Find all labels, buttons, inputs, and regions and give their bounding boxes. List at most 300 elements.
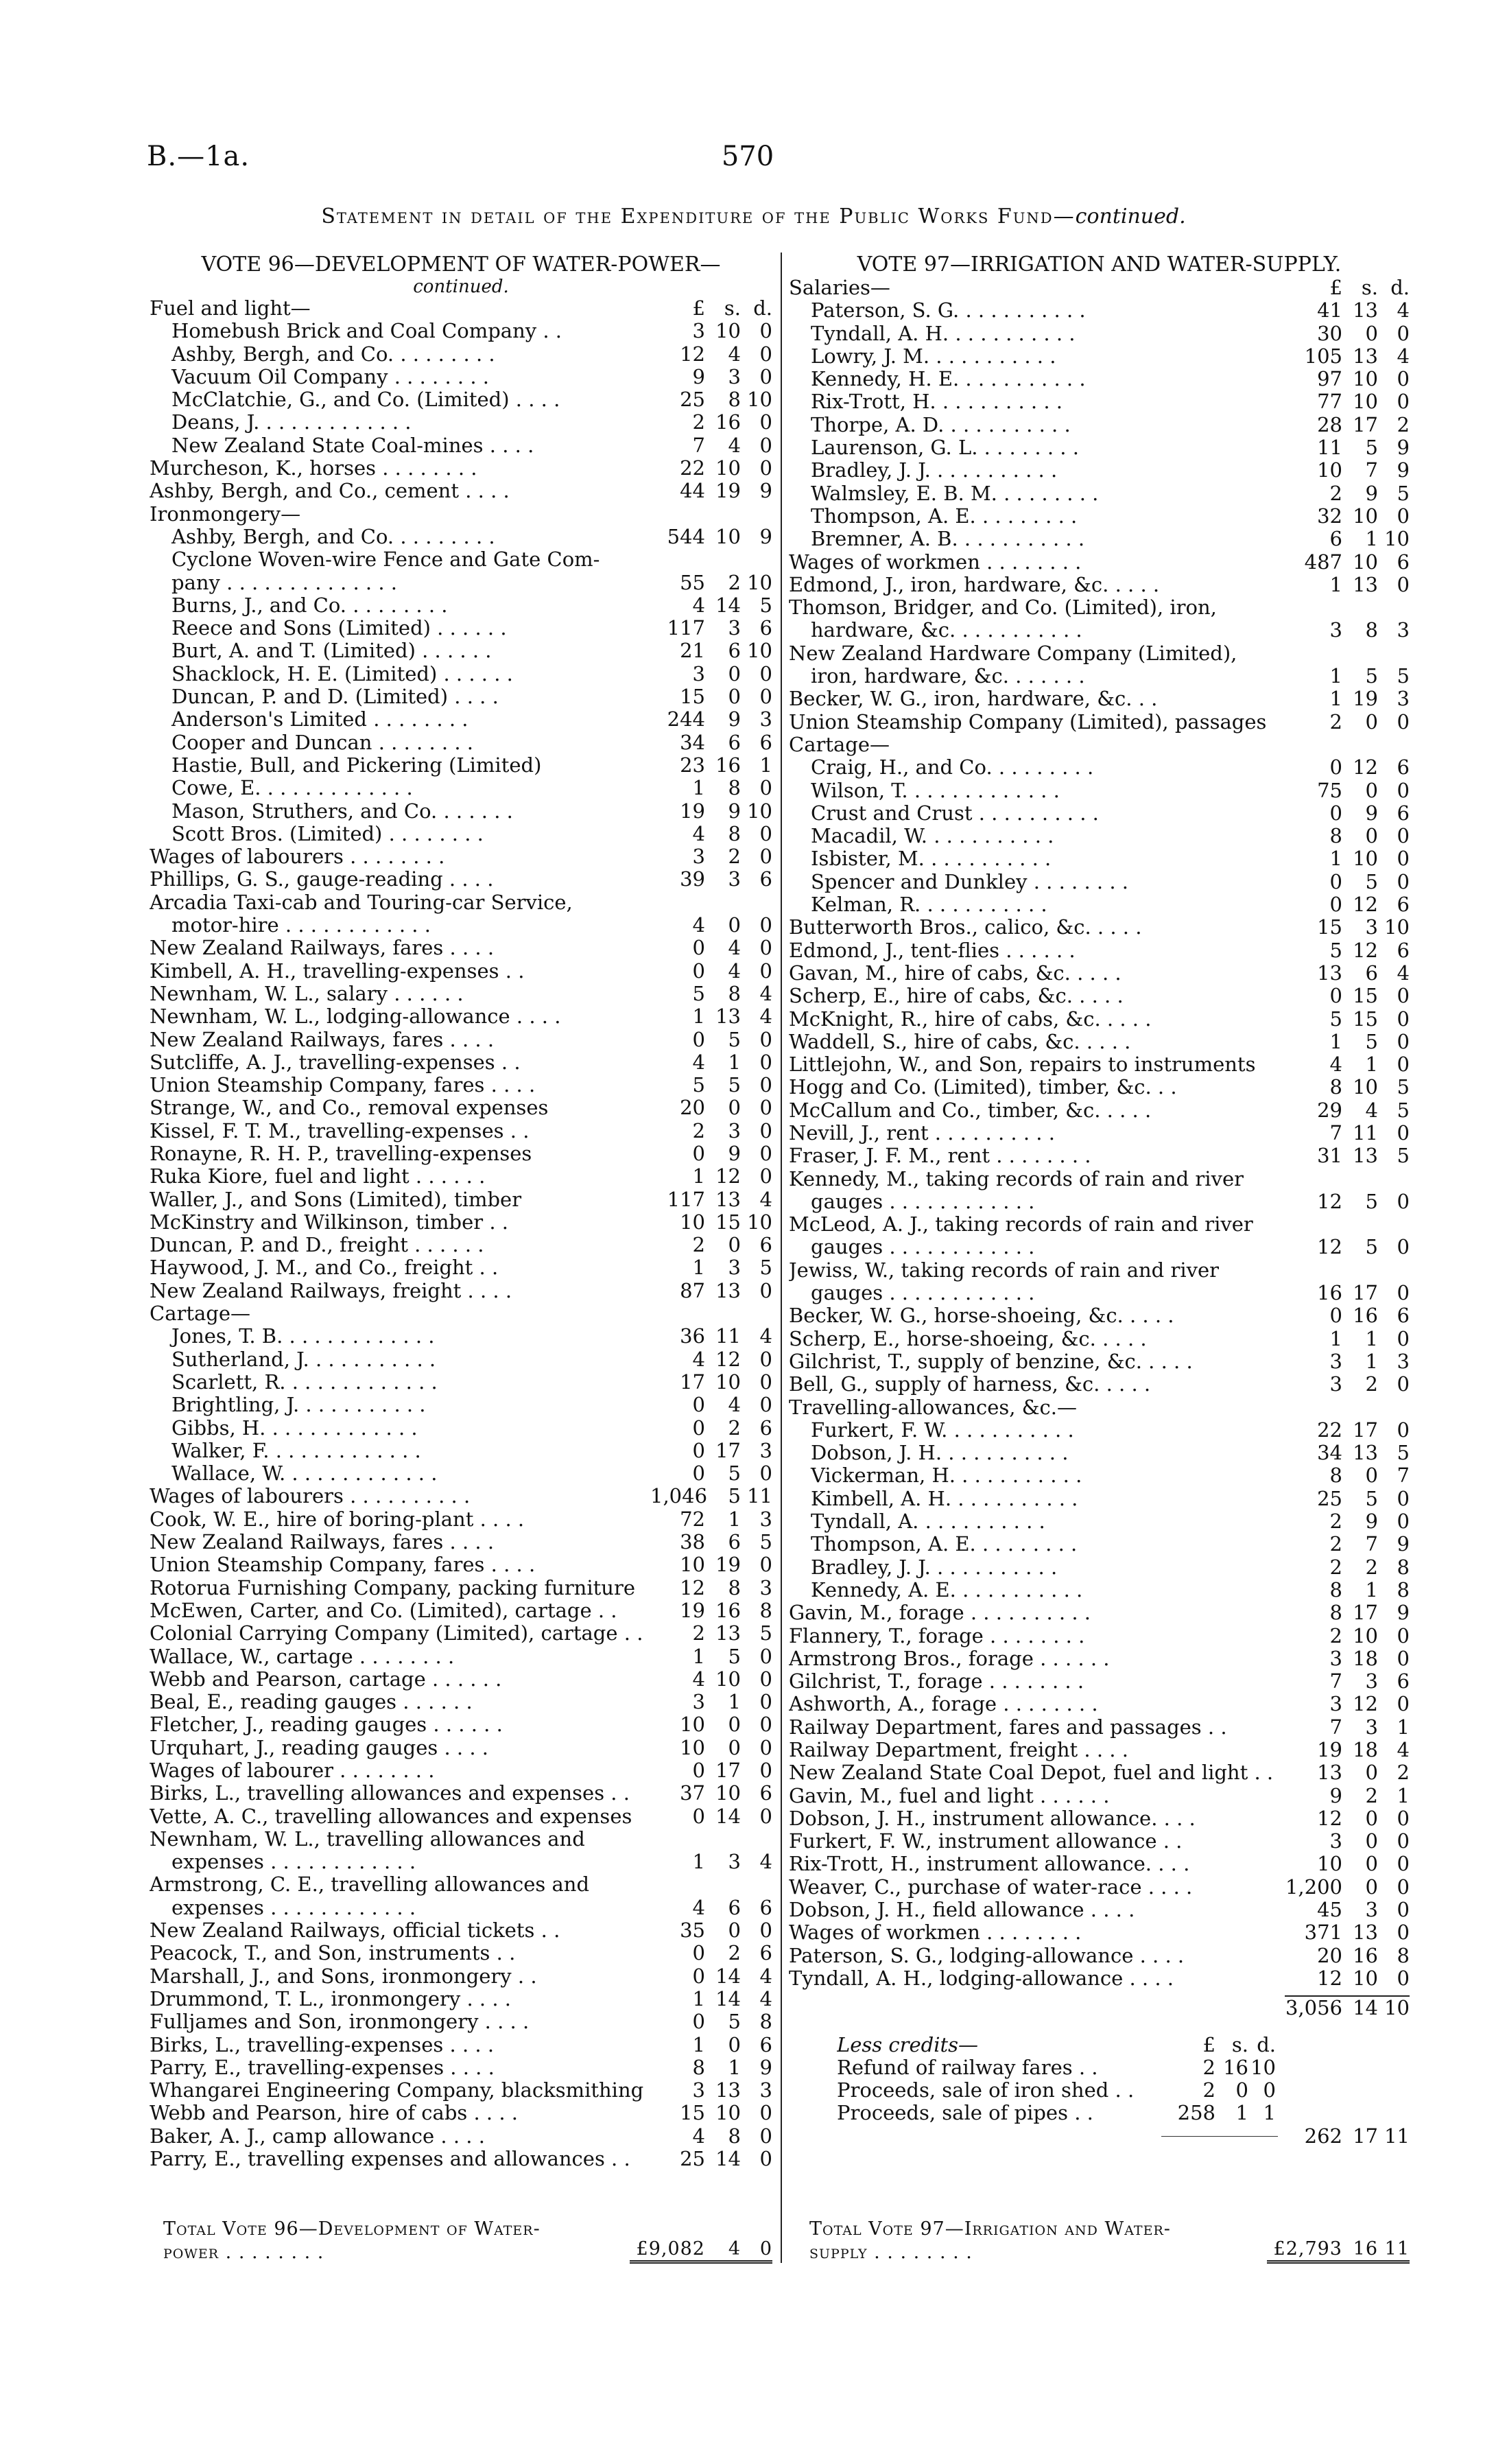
- ledger-amount: 12 5 0: [1317, 1190, 1410, 1213]
- ledger-label: Wages of labourers . . . . . . . .: [150, 845, 445, 869]
- ledger-row: [789, 1168, 1410, 1190]
- ledger-label: motor-hire . . . . . . . . . . . .: [171, 914, 431, 937]
- ledger-row: [150, 891, 772, 914]
- ledger-label: Gavan, M., hire of cabs, &c. . . . .: [789, 961, 1122, 985]
- ledger-row: [150, 1485, 772, 1507]
- ledger-amount: 9 3 0: [692, 365, 772, 388]
- page-number: 570: [721, 141, 774, 172]
- vote-97-total: [789, 2218, 1410, 2264]
- ledger-row: [150, 1371, 772, 1394]
- ledger-row: [150, 1988, 772, 2010]
- ledger-amount: 20 16 8: [1317, 1944, 1410, 1967]
- ledger-label: Union Steamship Company, fares . . . .: [150, 1074, 536, 1097]
- ledger-amount: 7 4 0: [692, 434, 772, 457]
- ledger-label: Union Steamship Company, fares . . . .: [150, 1553, 536, 1577]
- ledger-label: Armstrong, C. E., travelling allowances and: [150, 1873, 590, 1897]
- ledger-label: Waddell, S., hire of cabs, &c. . . . .: [789, 1030, 1131, 1053]
- ledger-label: gauges . . . . . . . . . . . .: [811, 1190, 1035, 1213]
- ledger-label: Walmsley, E. B. M. . . . . . . . .: [811, 482, 1099, 505]
- credit-row: [837, 2079, 1276, 2102]
- ledger-row: [789, 574, 1410, 596]
- ledger-amount: 97 10 0: [1317, 368, 1410, 391]
- ledger-row: [789, 1785, 1410, 1807]
- ledger-row: [789, 1304, 1410, 1327]
- ledger-label: Wilson, T. . . . . . . . . . . . .: [811, 779, 1060, 802]
- ledger-label: Fraser, J. F. M., rent . . . . . . . .: [789, 1145, 1091, 1168]
- ledger-amount: 1 5 0: [1329, 1030, 1410, 1053]
- ledger-amount: 15 10 0: [680, 2102, 772, 2125]
- ledger-label: Peacock, T., and Son, instruments . .: [150, 1942, 516, 1965]
- ledger-label: McClatchie, G., and Co. (Limited) . . . .: [171, 388, 560, 412]
- ledger-label: New Zealand Railways, fares . . . .: [150, 937, 495, 960]
- ledger-amount: 5 8 4: [692, 982, 772, 1005]
- ledger-label: Jewiss, W., taking records of rain and river: [789, 1258, 1220, 1282]
- ledger-row: [789, 277, 1410, 299]
- ledger-label: Beal, E., reading gauges . . . . . .: [150, 1691, 473, 1714]
- ledger-label: Cook, W. E., hire of boring-plant . . . .: [150, 1507, 525, 1531]
- ledger-row: [789, 1761, 1410, 1784]
- ledger-row: [150, 343, 772, 366]
- ledger-amount: 0 2 6: [692, 1942, 772, 1965]
- ledger-row: [789, 1647, 1410, 1670]
- ledger-row: [150, 1256, 772, 1279]
- ledger-row: [150, 640, 772, 662]
- ledger-label: Laurenson, G. L. . . . . . . . .: [811, 436, 1079, 460]
- ledger-label: Webb and Pearson, cartage . . . . . .: [150, 1667, 502, 1691]
- ledger-row: [150, 1828, 772, 1851]
- ledger-amount: 2 7 9: [1329, 1533, 1410, 1556]
- vote-96-total: [150, 2218, 772, 2264]
- ledger-label: Wages of labourer . . . . . . . .: [150, 1759, 435, 1782]
- ledger-amount: 23 16 1: [680, 753, 772, 777]
- ledger-amount: 0 9 0: [692, 1142, 772, 1165]
- ledger-label: New Zealand Hardware Company (Limited),: [789, 642, 1237, 665]
- ledger-amount: £ s. d.: [692, 297, 772, 320]
- ledger-label: Kennedy, H. E. . . . . . . . . . .: [811, 368, 1086, 391]
- credit-amount: 2 16 10: [1202, 2056, 1276, 2079]
- ledger-label: Macadil, W. . . . . . . . . . .: [811, 825, 1054, 848]
- ledger-row: [789, 847, 1410, 870]
- ledger-row: [150, 800, 772, 823]
- ledger-amount: 4 12 0: [692, 1348, 772, 1371]
- ledger-amount: 10 0 0: [680, 1736, 772, 1759]
- ledger-row: [150, 548, 772, 571]
- ledger-amount: 1 3 4: [692, 1851, 772, 1874]
- ledger-row: [150, 708, 772, 731]
- ledger-label: Railway Department, fares and passages . .: [789, 1715, 1227, 1739]
- ledger-row: [150, 2125, 772, 2148]
- ledger-label: New Zealand Railways, official tickets . .: [150, 1919, 560, 1943]
- ledger-amount: 10 15 10: [680, 1210, 772, 1234]
- vote-96-total-label: Total Vote 96—Development of Water-: [163, 2218, 541, 2240]
- ledger-amount: 1 8 0: [692, 777, 772, 800]
- ledger-label: Wallace, W., cartage . . . . . . . .: [150, 1645, 455, 1668]
- ledger-label: New Zealand State Coal Depot, fuel and light . .: [789, 1761, 1274, 1785]
- ledger-amount: 1 5 0: [692, 1645, 772, 1668]
- ledger-row: [789, 1464, 1410, 1487]
- ledger-amount: 1 0 6: [692, 2033, 772, 2056]
- ledger-row: [789, 505, 1410, 528]
- ledger-amount: 0 12 6: [1329, 756, 1410, 779]
- ledger-row: [789, 1967, 1410, 1990]
- ledger-label: McCallum and Co., timber, &c. . . . .: [789, 1099, 1152, 1122]
- ledger-amount: 15 0 0: [680, 685, 772, 709]
- ledger-label: Thompson, A. E. . . . . . . . .: [811, 1533, 1078, 1556]
- ledger-label: Butterworth Bros., calico, &c. . . . .: [789, 916, 1142, 939]
- ledger-amount: 2 10 0: [1329, 1624, 1410, 1647]
- ledger-label: Gavin, M., forage . . . . . . . . . .: [789, 1601, 1091, 1625]
- ledger-label: Crust and Crust . . . . . . . . . .: [811, 801, 1099, 825]
- ledger-row: [789, 459, 1410, 482]
- ledger-label: McLeod, A. J., taking records of rain and river: [789, 1213, 1253, 1236]
- ledger-label: Birks, L., travelling-expenses . . . .: [150, 2033, 495, 2056]
- credit-amount: 2 0 0: [1202, 2079, 1276, 2102]
- ledger-label: Furkert, F. W. . . . . . . . . . .: [811, 1418, 1074, 1442]
- ledger-amount: 544 10 9: [667, 525, 772, 548]
- ledger-row: [150, 1851, 772, 1873]
- ledger-label: Gibbs, H. . . . . . . . . . . . .: [171, 1416, 418, 1440]
- ledger-row: [150, 1531, 772, 1553]
- ledger-row: [150, 1668, 772, 1691]
- ledger-label: Paterson, S. G. . . . . . . . . . .: [811, 299, 1086, 322]
- ledger-amount: 0 2 6: [692, 1416, 772, 1440]
- ledger-label: Murcheson, K., horses . . . . . . . .: [150, 457, 477, 480]
- ledger-label: Kimbell, A. H., travelling-expenses . .: [150, 959, 525, 983]
- ledger-amount: 3 0 0: [1329, 1830, 1410, 1853]
- ledger-amount: 244 9 3: [667, 708, 772, 731]
- ledger-label: Thomson, Bridger, and Co. (Limited), iron,: [789, 596, 1217, 620]
- ledger-row: [789, 1350, 1410, 1373]
- ledger-label: Newnham, W. L., lodging-allowance . . . .: [150, 1005, 561, 1029]
- ledger-label: Ashby, Bergh, and Co. . . . . . . . .: [171, 525, 495, 548]
- page-title: Statement in detail of the Expenditure of the Public Works Fund—continued.: [321, 204, 1186, 228]
- ledger-label: Bremner, A. B. . . . . . . . . . .: [811, 528, 1085, 551]
- ledger-row: [150, 937, 772, 959]
- ledger-label: Flannery, T., forage . . . . . . . .: [789, 1624, 1085, 1647]
- ledger-row: [789, 1213, 1410, 1236]
- ledger-row: [789, 345, 1410, 368]
- ledger-row: [789, 1510, 1410, 1533]
- ledger-amount: 4 0 0: [692, 914, 772, 937]
- ledger-label: Dobson, J. H., instrument allowance. . . .: [789, 1807, 1196, 1830]
- ledger-amount: 35 0 0: [680, 1919, 772, 1943]
- credit-amount: 258 1 1: [1177, 2102, 1276, 2125]
- ledger-label: Becker, W. G., horse-shoeing, &c. . . . .: [789, 1304, 1174, 1328]
- ledger-row: [789, 1282, 1410, 1304]
- ledger-label: Tyndall, A. H. . . . . . . . . . .: [811, 322, 1076, 345]
- ledger-label: Nevill, J., rent . . . . . . . . . .: [789, 1121, 1055, 1145]
- ledger-amount: 8 10 5: [1329, 1076, 1410, 1099]
- ledger-row: [150, 2102, 772, 2124]
- ledger-amount: 10 7 9: [1317, 459, 1410, 482]
- ledger-row: [789, 734, 1410, 756]
- ledger-row: [150, 411, 772, 434]
- ledger-label: Gilchrist, T., forage . . . . . . . .: [789, 1670, 1084, 1693]
- ledger-amount: 75 0 0: [1317, 779, 1410, 802]
- ledger-label: Cartage—: [789, 733, 890, 756]
- ledger-row: [789, 1259, 1410, 1282]
- ledger-amount: 0 15 0: [1329, 985, 1410, 1008]
- vote-96-heading: VOTE 96—DEVELOPMENT OF WATER-POWER—: [201, 253, 721, 277]
- ledger-label: Whangarei Engineering Company, blacksmithing: [150, 2079, 644, 2102]
- vote-96-total-label-2: power . . . . . . . .: [163, 2242, 324, 2263]
- ledger-label: Ruka Kiore, fuel and light . . . . . .: [150, 1165, 486, 1188]
- ledger-row: [150, 1462, 772, 1485]
- ledger-label: hardware, &c. . . . . . . . . . .: [811, 619, 1082, 642]
- ledger-row: [789, 893, 1410, 916]
- ledger-amount: 10 0 0: [680, 1713, 772, 1737]
- ledger-row: [789, 1442, 1410, 1464]
- ledger-label: Sutcliffe, A. J., travelling-expenses . .: [150, 1051, 521, 1074]
- ledger-amount: 0 14 4: [692, 1964, 772, 1988]
- ledger-row: [150, 2056, 772, 2079]
- ledger-amount: 7 11 0: [1329, 1121, 1410, 1145]
- ledger-row: [150, 1302, 772, 1325]
- ledger-row: [150, 572, 772, 594]
- ledger-amount: 0 12 6: [1329, 893, 1410, 917]
- ledger-amount: 1 10 0: [1329, 847, 1410, 871]
- ledger-label: Bell, G., supply of harness, &c. . . . .: [789, 1373, 1151, 1396]
- ledger-amount: 3 8 3: [1329, 619, 1410, 642]
- ledger-amount: 1,046 5 11: [650, 1485, 772, 1508]
- ledger-amount: 4 10 0: [692, 1667, 772, 1691]
- ledger-row: [789, 528, 1410, 550]
- ledger-row: [789, 299, 1410, 322]
- ledger-label: Newnham, W. L., travelling allowances and: [150, 1827, 585, 1851]
- ledger-label: Vacuum Oil Company . . . . . . . .: [171, 365, 489, 388]
- ledger-amount: 8 0 7: [1329, 1464, 1410, 1488]
- vote-97-heading: VOTE 97—IRRIGATION AND WATER-SUPPLY.: [857, 253, 1342, 277]
- ledger-row: [150, 1965, 772, 1988]
- ledger-row: [789, 985, 1410, 1007]
- ledger-row: [150, 1096, 772, 1119]
- ledger-row: [150, 1805, 772, 1828]
- ledger-amount: 1 13 0: [1329, 573, 1410, 596]
- ledger-amount: 16 17 0: [1317, 1282, 1410, 1305]
- ledger-amount: 3 1 0: [692, 1691, 772, 1714]
- ledger-row: [150, 594, 772, 617]
- ledger-label: Ashworth, A., forage . . . . . . . .: [789, 1693, 1098, 1716]
- ledger-amount: 45 3 0: [1317, 1899, 1410, 1922]
- credits-heading-row: Less credits— £ s. d.: [837, 2033, 1276, 2056]
- ledger-amount: 30 0 0: [1317, 322, 1410, 345]
- ledger-row: [150, 1553, 772, 1576]
- ledger-amount: 3 2 0: [1329, 1373, 1410, 1396]
- ledger-row: [789, 688, 1410, 710]
- ledger-row: [789, 825, 1410, 847]
- ledger-row: [150, 366, 772, 388]
- ledger-row: [789, 436, 1410, 459]
- ledger-amount: 1 12 0: [692, 1165, 772, 1188]
- ledger-row: [150, 1120, 772, 1142]
- column-divider: [781, 253, 782, 2263]
- ledger-row: [789, 1601, 1410, 1624]
- ledger-label: Union Steamship Company (Limited), passages: [789, 710, 1267, 734]
- ledger-amount: 4 14 5: [692, 594, 772, 617]
- ledger-amount: 8 17 9: [1329, 1601, 1410, 1625]
- ledger-label: Phillips, G. S., gauge-reading . . . .: [150, 868, 494, 891]
- ledger-label: Sutherland, J. . . . . . . . . . .: [171, 1348, 436, 1371]
- ledger-label: Ashby, Bergh, and Co., cement . . . .: [150, 480, 510, 503]
- ledger-label: Parry, E., travelling-expenses . . . .: [150, 2056, 495, 2079]
- ledger-label: Vette, A. C., travelling allowances and expenses: [150, 1805, 632, 1828]
- ledger-amount: 1 1 0: [1329, 1327, 1410, 1350]
- credit-label: Refund of railway fares . .: [837, 2056, 1098, 2079]
- credit-label: Proceeds, sale of iron shed . .: [837, 2079, 1135, 2102]
- ledger-amount: £ s. d.: [1329, 277, 1410, 299]
- ledger-row: [150, 1211, 772, 1234]
- ledger-amount: 2 9 0: [1329, 1510, 1410, 1534]
- ledger-row: [789, 1807, 1410, 1830]
- vote-96-total-amount: £9,082 4 0: [630, 2240, 772, 2264]
- ledger-row: [150, 1440, 772, 1462]
- ledger-amount: 25 8 10: [680, 388, 772, 412]
- ledger-amount: 36 11 4: [680, 1325, 772, 1348]
- ledger-row: [150, 1051, 772, 1074]
- ledger-amount: 19 9 10: [680, 799, 772, 823]
- ledger-amount: 17 10 0: [680, 1370, 772, 1394]
- ledger-label: Anderson's Limited . . . . . . . .: [171, 708, 468, 731]
- ledger-label: Furkert, F. W., instrument allowance . .: [789, 1830, 1183, 1853]
- credit-label: Proceeds, sale of pipes . .: [837, 2102, 1093, 2125]
- ledger-row: [150, 663, 772, 685]
- ledger-amount: 3 12 0: [1329, 1693, 1410, 1716]
- ledger-row: [789, 916, 1410, 939]
- ledger-row: [150, 480, 772, 502]
- ledger-amount: 12 8 3: [680, 1576, 772, 1599]
- ledger-label: Kennedy, A. E. . . . . . . . . . .: [811, 1578, 1083, 1601]
- ledger-row: [150, 2034, 772, 2056]
- ledger-label: Wages of labourers . . . . . . . . . .: [150, 1485, 471, 1508]
- ledger-row: [789, 871, 1410, 893]
- ledger-row: [150, 1188, 772, 1211]
- ledger-row: [789, 1328, 1410, 1350]
- ledger-row: [789, 619, 1410, 642]
- ledger-row: [789, 665, 1410, 688]
- ledger-label: Salaries—: [789, 277, 890, 299]
- ledger-row: [789, 1008, 1410, 1031]
- ledger-row: [150, 868, 772, 891]
- ledger-label: Deans, J. . . . . . . . . . . . .: [171, 411, 412, 434]
- ledger-row: [150, 2079, 772, 2102]
- ledger-label: Waller, J., and Sons (Limited), timber: [150, 1188, 522, 1211]
- ledger-amount: 12 4 0: [680, 342, 772, 366]
- ledger-row: [789, 1099, 1410, 1122]
- ledger-row: [150, 777, 772, 799]
- ledger-amount: 4 8 0: [692, 2124, 772, 2148]
- ledger-row: [789, 1488, 1410, 1510]
- ledger-amount: 2 0 6: [692, 1234, 772, 1257]
- ledger-label: Wages of workmen . . . . . . . .: [789, 1921, 1082, 1945]
- credits-total: 262 17 11: [789, 2125, 1410, 2148]
- ledger-row: [150, 1234, 772, 1256]
- ledger-amount: 12 0 0: [1317, 1807, 1410, 1830]
- ledger-row: [150, 2010, 772, 2033]
- ledger-label: Gavin, M., fuel and light . . . . . .: [789, 1784, 1110, 1807]
- ledger-row: [789, 962, 1410, 985]
- ledger-amount: 1,200 0 0: [1285, 1875, 1410, 1899]
- ledger-label: Edmond, J., tent-flies . . . . . .: [789, 939, 1076, 962]
- ledger-label: Burns, J., and Co. . . . . . . . .: [171, 594, 448, 617]
- ledger-amount: 41 13 4: [1317, 299, 1410, 322]
- ledger-row: [150, 983, 772, 1005]
- ledger-amount: 38 6 5: [680, 1531, 772, 1554]
- ledger-label: Haywood, J. M., and Co., freight . .: [150, 1256, 499, 1280]
- ledger-amount: 22 10 0: [680, 457, 772, 480]
- ledger-amount: 0 9 6: [1329, 801, 1410, 825]
- ledger-label: Cooper and Duncan . . . . . . . .: [171, 731, 473, 754]
- ledger-amount: 2 9 5: [1329, 482, 1410, 505]
- ledger-row: [150, 1325, 772, 1348]
- ledger-row: [789, 1236, 1410, 1258]
- ledger-row: [789, 1533, 1410, 1556]
- ledger-row: [789, 322, 1410, 345]
- less-credits-block: [837, 2034, 1276, 2125]
- vote-97-total-amount: £2,793 16 11: [1267, 2240, 1410, 2264]
- ledger-row: [150, 526, 772, 548]
- ledger-amount: 87 13 0: [680, 1279, 772, 1302]
- ledger-row: [150, 1280, 772, 1302]
- ledger-row: [789, 1921, 1410, 1944]
- document-code: B.—1a.: [147, 141, 250, 172]
- ledger-row: [150, 434, 772, 457]
- ledger-label: Cartage—: [150, 1302, 251, 1326]
- ledger-label: Shacklock, H. E. (Limited) . . . . . .: [171, 662, 513, 685]
- ledger-label: Kennedy, M., taking records of rain and river: [789, 1167, 1244, 1190]
- ledger-amount: 1 19 3: [1329, 688, 1410, 711]
- ledger-label: Thompson, A. E. . . . . . . . .: [811, 504, 1078, 528]
- ledger-amount: 0 17 0: [692, 1759, 772, 1782]
- ledger-amount: 7 3 6: [1329, 1670, 1410, 1693]
- ledger-amount: 15 3 10: [1317, 916, 1410, 939]
- ledger-label: Scherp, E., hire of cabs, &c. . . . .: [789, 985, 1124, 1008]
- ledger-row: [789, 1053, 1410, 1076]
- ledger-amount: 21 6 10: [680, 640, 772, 663]
- ledger-amount: 1 14 4: [692, 1987, 772, 2010]
- ledger-amount: 0 4 0: [692, 937, 772, 960]
- ledger-label: Fulljames and Son, ironmongery . . . .: [150, 2010, 530, 2034]
- ledger-row: [789, 779, 1410, 802]
- ledger-label: Arcadia Taxi-cab and Touring-car Service,: [150, 891, 573, 914]
- ledger-row: [789, 1693, 1410, 1715]
- ledger-label: pany . . . . . . . . . . . . . .: [171, 571, 398, 594]
- ledger-label: New Zealand Railways, freight . . . .: [150, 1279, 512, 1302]
- ledger-row: [150, 823, 772, 845]
- ledger-row: [789, 802, 1410, 825]
- ledger-amount: 10 19 0: [680, 1553, 772, 1577]
- ledger-label: Kissel, F. T. M., travelling-expenses . .: [150, 1119, 530, 1142]
- ledger-row: [150, 1165, 772, 1188]
- subtotal-rule-row: [789, 1990, 1410, 1997]
- ledger-amount: 12 5 0: [1317, 1236, 1410, 1259]
- ledger-amount: 0 4 0: [692, 1394, 772, 1417]
- ledger-amount: 2 0 0: [1329, 710, 1410, 734]
- ledger-amount: 1 5 5: [1329, 665, 1410, 688]
- ledger-row: [789, 1419, 1410, 1442]
- ledger-amount: 32 10 0: [1317, 504, 1410, 528]
- ledger-row: [150, 1759, 772, 1782]
- ledger-amount: 117 3 6: [667, 617, 772, 640]
- ledger-label: Newnham, W. L., salary . . . . . .: [150, 982, 464, 1005]
- ledger-amount: 34 13 5: [1317, 1442, 1410, 1465]
- ledger-row: [150, 1737, 772, 1759]
- ledger-row: [150, 1713, 772, 1736]
- ledger-label: Kimbell, A. H. . . . . . . . . . .: [811, 1487, 1078, 1510]
- ledger-label: Dobson, J. H., field allowance . . . .: [789, 1899, 1135, 1922]
- ledger-label: Homebush Brick and Coal Company . .: [171, 320, 562, 343]
- vote-97-ledger: [789, 277, 1410, 1990]
- ledger-label: Littlejohn, W., and Son, repairs to instruments: [789, 1053, 1256, 1077]
